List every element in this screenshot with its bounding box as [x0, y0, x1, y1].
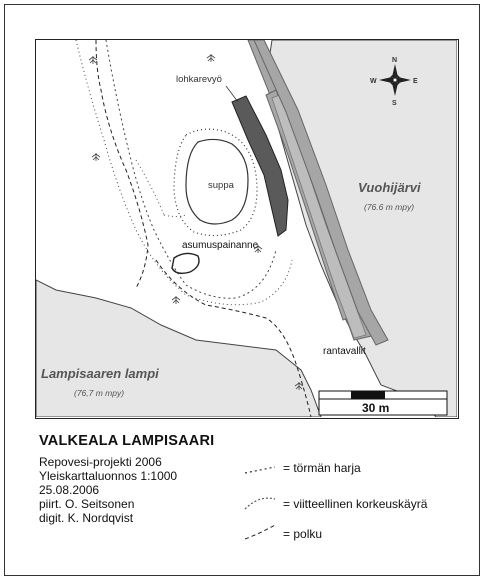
- map-title: VALKEALA LAMPISAARI: [39, 433, 215, 449]
- scale-label: 30 m: [362, 401, 390, 415]
- meta-scale: Yleiskarttaluonnos 1:1000: [39, 469, 178, 483]
- label-suppa: suppa: [208, 180, 234, 191]
- map-sheet: [4, 4, 480, 576]
- lake-vuohijarvi: [266, 40, 457, 417]
- compass-e: E: [413, 78, 418, 85]
- compass-s: S: [392, 100, 397, 107]
- map-area: [35, 39, 459, 419]
- path-1: [96, 40, 148, 288]
- leader-lohkarevyo: [226, 86, 238, 102]
- meta-project: Repovesi-projekti 2006: [39, 455, 162, 469]
- compass-w: W: [370, 78, 377, 85]
- legend-path: = polku: [283, 527, 323, 541]
- label-asumuspainanne: asumuspainanne: [182, 240, 259, 251]
- label-lampisaaren-elevation: (76,7 m mpy): [74, 388, 125, 398]
- compass-n: N: [392, 57, 398, 64]
- legend-bank-crest-symbol: [245, 467, 275, 473]
- legend-contour-symbol: [245, 498, 275, 509]
- label-lampisaaren-lampi: Lampisaaren lampi: [41, 366, 159, 381]
- meta-date: 25.08.2006: [39, 483, 100, 497]
- legend-bank-crest: = törmän harja: [283, 461, 361, 475]
- meta-digitized-by: digit. K. Nordqvist: [39, 511, 134, 525]
- legend-contour: = viitteellinen korkeuskäyrä: [283, 497, 428, 511]
- label-rantavallit: rantavallit: [323, 346, 366, 357]
- meta-drawn-by: piirt. O. Seitsonen: [39, 497, 135, 511]
- dwelling-depression: [172, 253, 199, 273]
- label-vuohijarvi: Vuohijärvi: [358, 180, 421, 195]
- legend-symbols: [241, 455, 281, 555]
- label-vuohijarvi-elevation: (76.6 m mpy): [364, 202, 415, 212]
- legend-path-symbol: [245, 525, 275, 539]
- label-lohkarevyo: lohkarevyö: [176, 74, 222, 85]
- map-canvas: [36, 40, 457, 417]
